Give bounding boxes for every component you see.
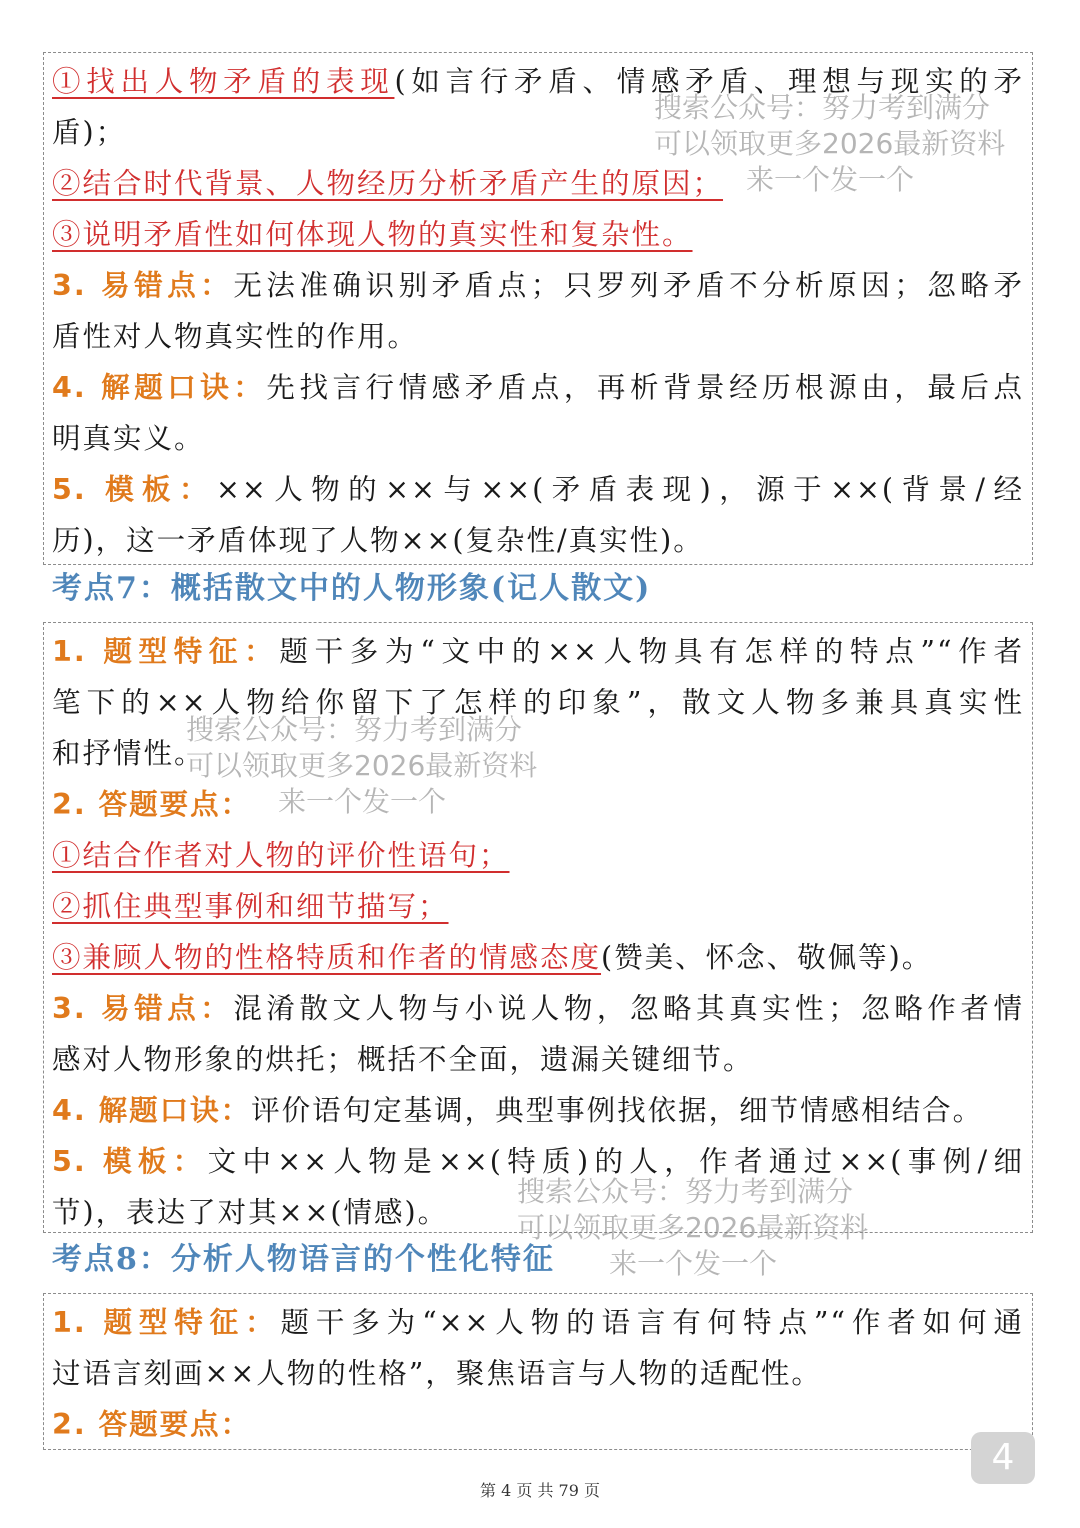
watermark-line: 来一个发一个: [746, 163, 915, 196]
step-line: [52, 209, 1024, 260]
item-text: 混淆散文人物与小说人物，忽略其真实性；忽略作者情: [233, 992, 1024, 1025]
item-line: [52, 413, 1024, 464]
item-text: 过语言刻画××人物的性格”，聚焦语言与人物的适配性。: [52, 1357, 822, 1390]
step-text: (赞美、怀念、敬佩等)。: [601, 941, 933, 974]
item-text: 题干多为“××人物的语言有何特点”“作者如何通: [280, 1306, 1024, 1339]
item-line: [52, 626, 1024, 677]
watermark-line: 可以领取更多2026最新资料: [517, 1211, 869, 1244]
watermark-line: 可以领取更多2026最新资料: [186, 749, 538, 782]
item-line: [52, 728, 1024, 779]
step-line: [52, 107, 1024, 158]
item-line: [52, 1136, 1024, 1187]
item-number: 5.: [52, 1145, 87, 1178]
item-label: 解题口诀：: [101, 370, 267, 404]
item-label: 题型特征：: [103, 634, 280, 668]
step-underlined: ①结合作者对人物的评价性语句；: [52, 839, 510, 872]
step-underlined: ③说明矛盾性如何体现人物的真实性和复杂性。: [52, 218, 693, 251]
item-line: [52, 779, 1024, 830]
item-label: 题型特征：: [103, 1305, 281, 1339]
step-underlined: ②结合时代背景、人物经历分析矛盾产生的原因；: [52, 167, 724, 200]
item-number: 4.: [52, 1094, 87, 1127]
item-number: 3.: [52, 992, 87, 1025]
step-line: [52, 830, 1024, 881]
section8-box: [43, 1293, 1033, 1450]
section6-box: [43, 52, 1033, 565]
item-text: 无法准确识别矛盾点；只罗列矛盾不分析原因；忽略矛: [233, 269, 1024, 302]
item-line: [52, 515, 1024, 566]
watermark-line: 来一个发一个: [609, 1247, 778, 1280]
step-line: [52, 56, 1024, 107]
step-text: 盾)；: [52, 116, 127, 149]
item-line: [52, 1187, 1024, 1238]
watermark-line: 搜索公众号：努力考到满分: [517, 1175, 854, 1208]
step-line: [52, 932, 1024, 983]
step-underlined: ③兼顾人物的性格特质和作者的情感态度: [52, 941, 602, 974]
item-text: 先找言行情感矛盾点，再析背景经历根源由，最后点: [266, 371, 1024, 404]
watermark-line: 可以领取更多2026最新资料: [654, 127, 1006, 160]
item-label: 解题口诀：: [98, 1093, 252, 1127]
item-line: [52, 983, 1024, 1034]
item-line: [52, 1348, 1024, 1399]
item-number: 4.: [52, 371, 87, 404]
item-text: 题干多为“文中的××人物具有怎样的特点”“作者: [279, 635, 1024, 668]
item-line: [52, 362, 1024, 413]
item-label: 模板：: [102, 1144, 208, 1178]
item-line: [52, 260, 1024, 311]
watermark-line: 来一个发一个: [278, 785, 447, 818]
section-heading: 考点7：概括散文中的人物形象(记人散文): [52, 571, 652, 606]
item-text: 文中××人物是××(特质)的人，作者通过××(事例/细: [207, 1145, 1024, 1178]
watermark-line: 搜索公众号：努力考到满分: [654, 91, 991, 124]
item-text: ××人物的××与××(矛盾表现)，源于××(背景/经: [216, 473, 1024, 506]
item-number: 2.: [52, 788, 87, 821]
item-label: 答题要点：: [98, 787, 252, 821]
item-text: 感对人物形象的烘托；概括不全面，遗漏关键细节。: [52, 1043, 754, 1076]
item-line: [52, 1085, 1024, 1136]
step-text: (如言行矛盾、情感矛盾、理想与现实的矛: [394, 65, 1024, 98]
item-line: [52, 1297, 1024, 1348]
item-number: 3.: [52, 269, 87, 302]
section7-box: [43, 622, 1033, 1233]
item-line: [52, 464, 1024, 515]
step-line: [52, 158, 1024, 209]
item-label: 易错点：: [101, 991, 234, 1025]
item-number: 2.: [52, 1408, 87, 1441]
item-text: 笔下的××人物给你留下了怎样的印象”，散文人物多兼具真实性: [52, 686, 1024, 719]
item-label: 答题要点：: [98, 1407, 252, 1441]
item-text: 明真实义。: [52, 422, 205, 455]
step-underlined: ②抓住典型事例和细节描写；: [52, 890, 449, 923]
page-footer: 第 4 页 共 79 页: [480, 1481, 600, 1500]
item-line: [52, 311, 1024, 362]
step-underlined: ①找出人物矛盾的表现: [52, 65, 395, 98]
item-text: 节)，表达了对其××(情感)。: [52, 1196, 449, 1229]
step-line: [52, 881, 1024, 932]
page-number-badge: 4: [971, 1432, 1035, 1484]
item-number: 5.: [52, 473, 87, 506]
item-text: 评价语句定基调，典型事例找依据，细节情感相结合。: [251, 1094, 984, 1127]
section-heading: 考点8：分析人物语言的个性化特征: [52, 1242, 555, 1277]
item-number: 1.: [52, 1306, 87, 1339]
item-label: 模板：: [105, 472, 216, 506]
item-text: 盾性对人物真实性的作用。: [52, 320, 419, 353]
watermark-line: 搜索公众号：努力考到满分: [186, 713, 523, 746]
item-number: 1.: [52, 635, 87, 668]
item-label: 易错点：: [101, 268, 234, 302]
item-text: 历)，这一矛盾体现了人物××(复杂性/真实性)。: [52, 524, 704, 557]
item-text: 和抒情性。: [52, 737, 205, 770]
item-line: [52, 1034, 1024, 1085]
item-line: [52, 1399, 1024, 1450]
item-line: [52, 677, 1024, 728]
